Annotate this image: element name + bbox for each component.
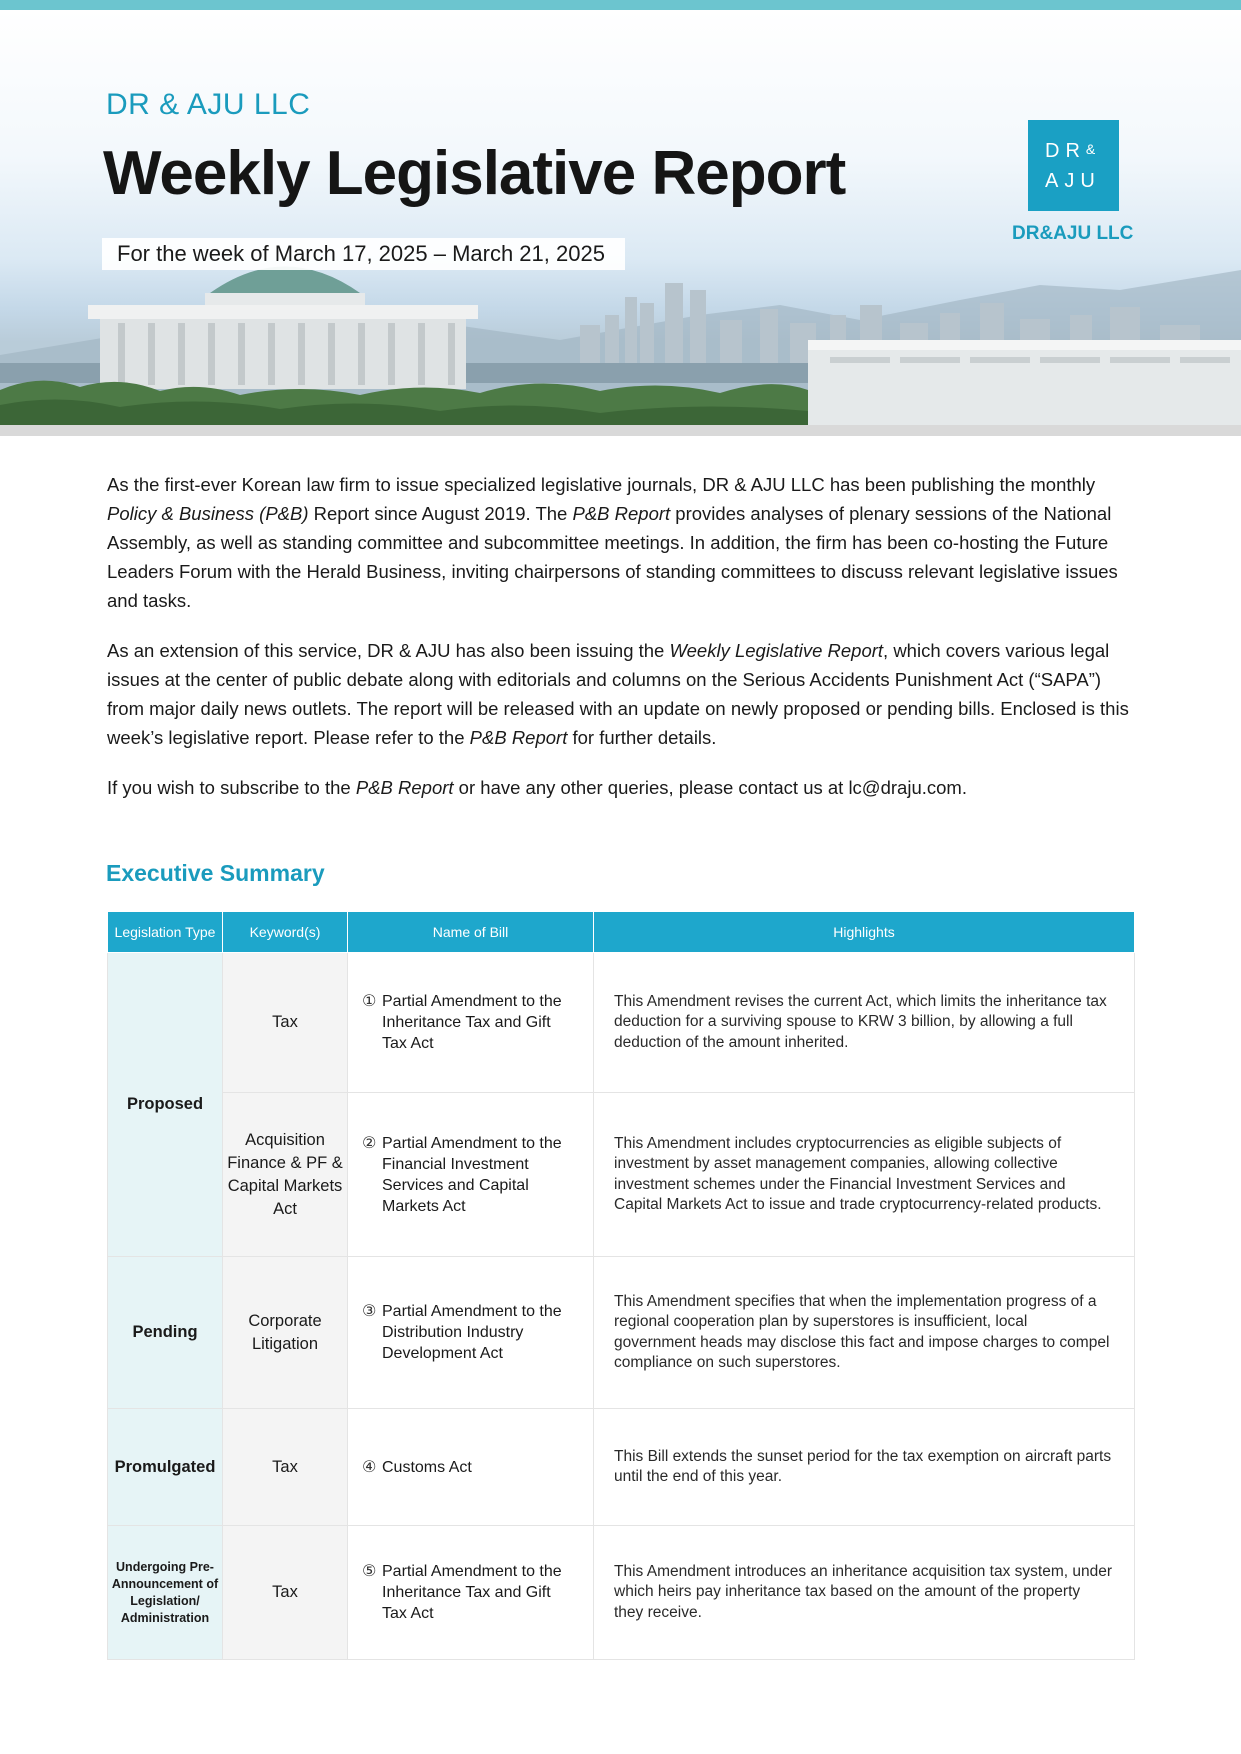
bill-name: Partial Amendment to the Distribution Industry Development Act (382, 1303, 562, 1362)
intro-paragraph-3: If you wish to subscribe to the P&B Report or have any other queries, please contact us at lc@draju.com. (107, 777, 967, 798)
keyword-cell: Tax (223, 1409, 348, 1526)
table-row (108, 1257, 1135, 1409)
executive-summary-title: Executive Summary (106, 860, 325, 886)
bill-name-cell (348, 953, 594, 1093)
legislation-type-cell: Pending (108, 1257, 223, 1409)
executive-summary-table (107, 911, 1135, 1660)
logo-caption: DR&AJU LLC (1012, 223, 1134, 244)
bill-name-cell (348, 1526, 594, 1660)
keyword-cell: Tax (223, 953, 348, 1093)
legislation-type-cell: Undergoing Pre-Announcement of Legislation/ Administration (108, 1526, 223, 1660)
highlight-cell: This Bill extends the sunset period for the tax exemption on aircraft parts until the end of this year. (594, 1409, 1135, 1526)
header-banner (0, 10, 1241, 425)
header-highlights: Highlights (594, 912, 1135, 953)
bill-name-cell (348, 1093, 594, 1257)
bill-number: ④ (362, 1458, 377, 1476)
highlight-cell: This Amendment revises the current Act, which limits the inheritance tax deduction for a surviving spouse to KRW 3 billion, by allowing a full deduction of the amount inherited. (594, 953, 1135, 1093)
header-divider-strip (0, 425, 1241, 436)
intro-text (107, 470, 1137, 823)
logo-line1: DR& (1045, 140, 1096, 162)
week-range-banner: For the week of March 17, 2025 – March 21, 2025 (102, 238, 625, 270)
bill-name-cell (348, 1257, 594, 1409)
legislation-type-cell: Proposed (108, 953, 223, 1257)
highlight-cell: This Amendment includes cryptocurrencies as eligible subjects of investment by asset management companies, allowing collective investment schemes under the Financial Investment Services and Capital Markets Act to issue and trade cryptocurrency-related products. (594, 1093, 1135, 1257)
table-row (108, 1093, 1135, 1257)
report-title: Weekly Legislative Report (103, 139, 846, 208)
header-name-of-bill: Name of Bill (348, 912, 594, 953)
table-header-row (108, 912, 1135, 953)
logo-amp: & (1085, 141, 1096, 157)
bill-name: Customs Act (382, 1458, 472, 1476)
highlight-cell: This Amendment introduces an inheritance acquisition tax system, under which heirs pay inheritance tax based on the amount of the property they receive. (594, 1526, 1135, 1660)
keyword-cell: Corporate Litigation (223, 1257, 348, 1409)
national-assembly-skyline-illustration (0, 245, 1241, 425)
table-row (108, 1526, 1135, 1660)
table-row (108, 953, 1135, 1093)
header-legislation-type: Legislation Type (108, 912, 223, 953)
highlight-cell: This Amendment specifies that when the implementation progress of a regional cooperation plan by superstores is insufficient, local government heads may disclose this fact and impose charges to compel compliance on such superstores. (594, 1257, 1135, 1409)
bill-name-cell (348, 1409, 594, 1526)
table-row (108, 1409, 1135, 1526)
bill-number: ⑤ (362, 1563, 377, 1580)
bill-name: Partial Amendment to the Financial Investment Services and Capital Markets Act (382, 1134, 562, 1215)
keyword-cell: Tax (223, 1526, 348, 1660)
legislation-type-cell: Promulgated (108, 1409, 223, 1526)
bill-name: Partial Amendment to the Inheritance Tax and Gift Tax Act (382, 993, 562, 1052)
intro-paragraph-1: As the first-ever Korean law firm to issue specialized legislative journals, DR & AJU LLC has been publishing the monthly Policy & Business (P&B) Report since August 2019. The P&B Report provides analyses of plenary sessions of the National Assembly, as well as standing committee and subcommittee meetings. In addition, the firm has been co-hosting the Future Leaders Forum with the Herald Business, inviting chairpersons of standing committees to discuss relevant legislative issues and tasks. (107, 474, 1118, 611)
bill-number: ③ (362, 1303, 377, 1320)
logo-line2: AJU (1045, 170, 1101, 192)
bill-number: ② (362, 1134, 377, 1152)
bill-number: ① (362, 993, 377, 1010)
keyword-cell: Acquisition Finance & PF & Capital Markets Act (223, 1093, 348, 1257)
header-keywords: Keyword(s) (223, 912, 348, 953)
intro-paragraph-2: As an extension of this service, DR & AJU has also been issuing the Weekly Legislative Report, which covers various legal issues at the center of public debate along with editorials and columns on the Serious Accidents Punishment Act (“SAPA”) from major daily news outlets. The report will be released with an update on newly proposed or pending bills. Enclosed is this week’s legislative report. Please refer to the P&B Report for further details. (107, 640, 1129, 748)
firm-logo (1028, 120, 1119, 211)
firm-name: DR & AJU LLC (106, 88, 311, 121)
top-accent-strip (0, 0, 1241, 10)
bill-name: Partial Amendment to the Inheritance Tax and Gift Tax Act (382, 1563, 562, 1622)
